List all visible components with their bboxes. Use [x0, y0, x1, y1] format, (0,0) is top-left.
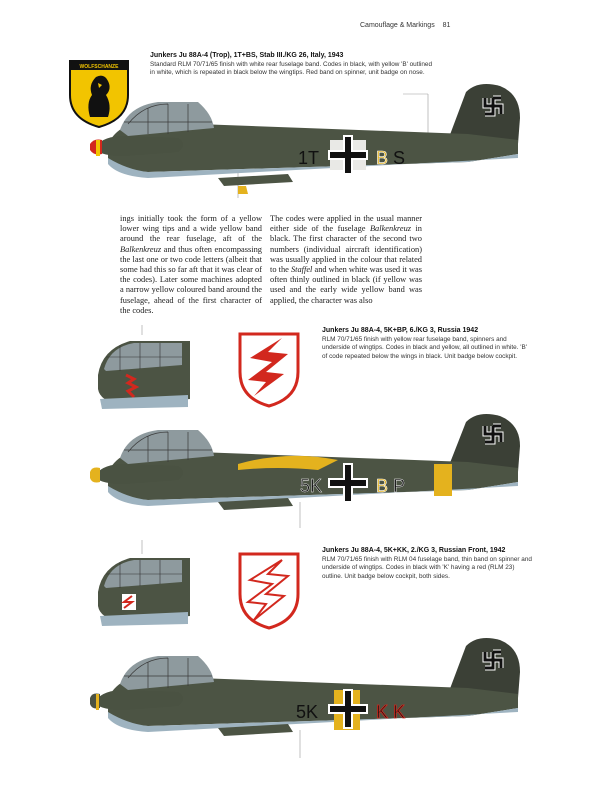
profile-2-code-letter-2: P: [393, 476, 406, 496]
text-run: and when white was used it was often thinly outlined in black (if yellow was used and the early wide yellow band was applied, the character was also: [270, 265, 422, 305]
body-text-right-column: [270, 214, 422, 306]
page-number: 81: [442, 22, 451, 29]
profile-3-description: RLM 70/71/65 finish with RLM 04 fuselage band, thin band on spinner and underside of wingtips. Codes in black with 'K' having a red (RLM 23) outline. Unit badge below cockpit, both sides.: [322, 555, 532, 580]
profile-3-caption: [322, 547, 532, 581]
profile-3-code-letter-2: K: [393, 702, 406, 722]
italic-term: Balkenkreuz: [369, 224, 412, 234]
profile-2-code-letter-1: B: [376, 476, 389, 496]
svg-text:WOLFSCHANZE: WOLFSCHANZE: [79, 64, 119, 71]
profile-1-title: Junkers Ju 88A-4 (Trop), 1T+BS, Stab III./KG 26, Italy, 1943: [150, 52, 344, 59]
aircraft-profile-2: [88, 410, 533, 530]
lightning-unit-badge: [238, 332, 300, 408]
profile-1-caption: [150, 52, 435, 78]
italic-term: Balkenkreuz: [120, 244, 162, 254]
running-header: [360, 22, 580, 29]
italic-term: Staffel: [290, 265, 313, 275]
aircraft-profile-1: [88, 78, 533, 208]
text-run: The codes were applied in the usual manner either side of the fuselage: [270, 214, 422, 234]
text-run: and thus often encompassing the last one or two code letters (albeit that some had this so far aft that it was clear of the codes). Later some machines adopted a narrow yellow coloured band around the fuselage, ahead of the first character of the codes.: [120, 244, 262, 315]
profile-1-code-letter-1: B: [376, 148, 389, 168]
profile-2-caption: [322, 327, 532, 361]
profile-1-code-left: 1T: [298, 148, 320, 168]
section-title: Camouflage & Markings: [360, 22, 435, 29]
profile-1-description: Standard RLM 70/71/65 finish with white rear fuselage band. Codes in black, with yellow 'B' outlined in white, which is repeated in black below the wingtips. Red band on spinner, unit badge on nose.: [150, 60, 433, 77]
profile-2-description: RLM 70/71/65 finish with yellow rear fuselage band, spinners and underside of wingtips. Codes in black and yellow, all outlined in white. 'B' of code repeated below the wings in black. Unit badge below cockpit.: [322, 335, 527, 360]
lightning-outline-badge: [238, 552, 300, 632]
profile-3-code-letter-1: K: [376, 702, 389, 722]
body-text-left-column: [120, 214, 262, 316]
aircraft-profile-3: [88, 632, 533, 762]
profile-2-cockpit-detail: [90, 325, 200, 415]
profile-3-code-left: 5K: [296, 702, 319, 722]
profile-1-code-letter-2: S: [393, 148, 406, 168]
profile-2-title: Junkers Ju 88A-4, 5K+BP, 6./KG 3, Russia 1942: [322, 327, 479, 334]
text-run: ings initially took the form of a yellow lower wing tips and a wide yellow band around the rear fuselage, aft of the: [120, 214, 262, 244]
profile-2-code-left: 5K: [300, 476, 323, 496]
profile-3-title: Junkers Ju 88A-4, 5K+KK, 2./KG 3, Russian Front, 1942: [322, 547, 506, 554]
text-run: in black. The first character of the second two numbers (individual aircraft identification) was usually applied in the colour that related to the: [270, 224, 422, 275]
profile-3-cockpit-detail: [90, 540, 200, 632]
